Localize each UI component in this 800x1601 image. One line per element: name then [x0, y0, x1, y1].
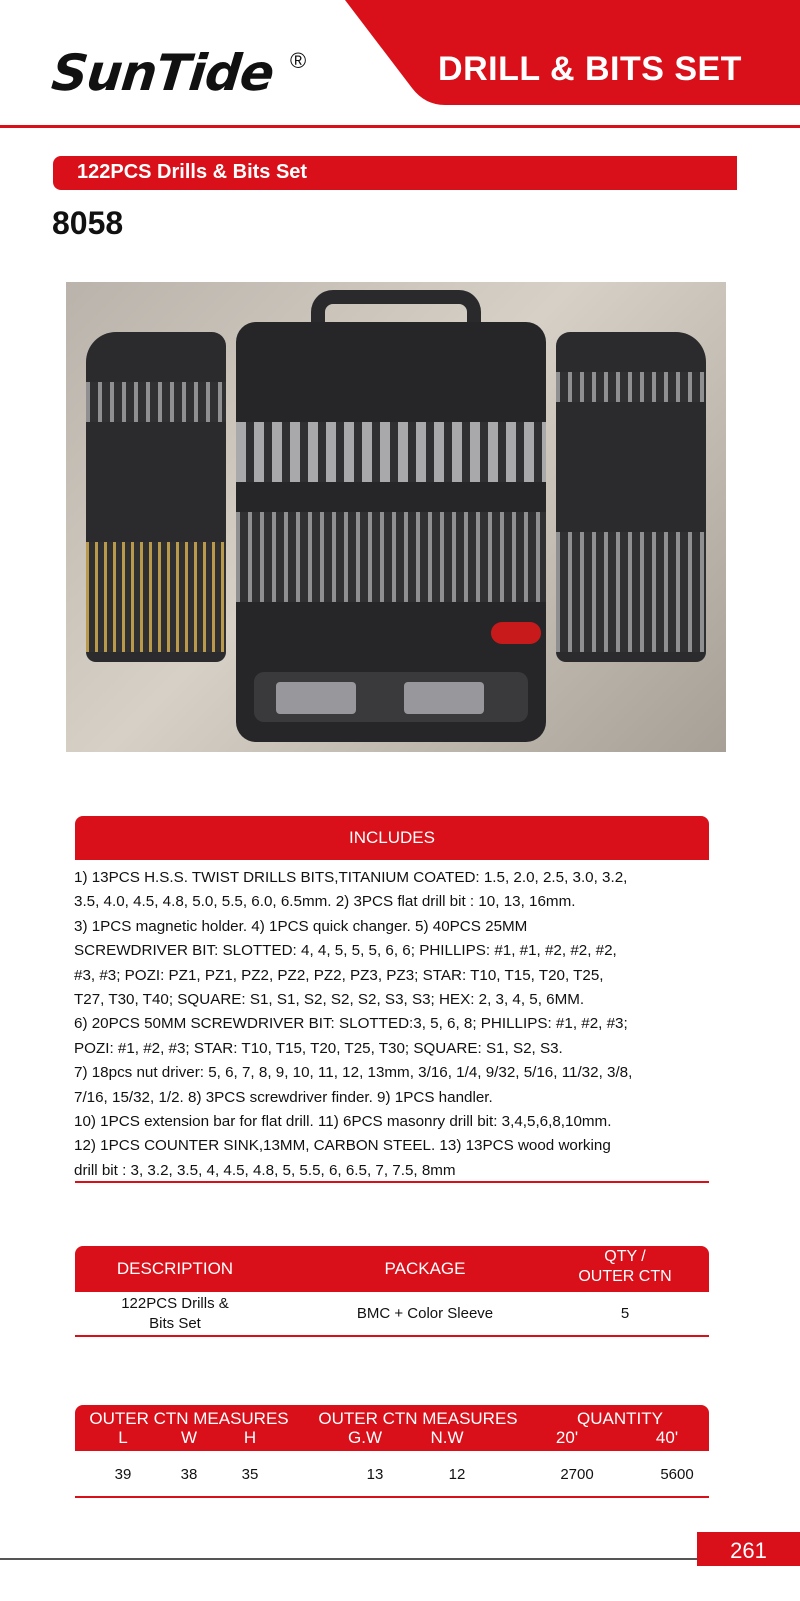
cell-length: 39: [114, 1466, 132, 1483]
package-table-header: [75, 1246, 709, 1292]
cell-qty-40ft: 5600: [660, 1466, 694, 1483]
col-header-weights: OUTER CTN MEASURES: [318, 1409, 518, 1428]
catalog-section-title: DRILL & BITS SET: [438, 50, 742, 88]
col-header-package: PACKAGE: [384, 1259, 466, 1278]
cell-net-weight: 12: [448, 1466, 466, 1483]
includes-line: 6) 20PCS 50MM SCREWDRIVER BIT: SLOTTED:3, 5, 6, 8; PHILLIPS: #1, #2, #3;: [74, 1015, 628, 1033]
includes-line: 1) 13PCS H.S.S. TWIST DRILLS BITS,TITANIUM COATED: 1.5, 2.0, 2.5, 3.0, 3.2,: [74, 869, 628, 886]
cell-package: BMC + Color Sleeve: [356, 1305, 494, 1322]
package-table-rule: [75, 1335, 709, 1337]
col-header-h: H: [243, 1428, 257, 1447]
includes-header: [75, 816, 709, 860]
col-header-nw: N.W: [430, 1428, 464, 1447]
cell-qty: 5: [620, 1305, 630, 1322]
includes-line: #3, #3; POZI: PZ1, PZ1, PZ2, PZ2, PZ2, PZ3, PZ3; STAR: T10, T15, T20, T25,: [74, 966, 604, 984]
includes-line: 3) 1PCS magnetic holder. 4) 1PCS quick changer. 5) 40PCS 25MM: [74, 917, 528, 935]
page-header: [0, 0, 800, 130]
includes-line: 7) 18pcs nut driver: 5, 6, 7, 8, 9, 10, 11, 12, 13mm, 3/16, 1/4, 9/32, 5/16, 11/32, 3/8,: [74, 1064, 633, 1082]
cell-qty-20ft: 2700: [560, 1466, 594, 1483]
includes-line: 3.5, 4.0, 4.5, 4.8, 5.0, 5.5, 6.0, 6.5mm. 2) 3PCS flat drill bit : 10, 13, 16mm.: [74, 893, 576, 911]
includes-line: POZI: #1, #2, #3; STAR: T10, T15, T20, T25, T30; SQUARE: S1, S2, S3.: [74, 1039, 563, 1057]
product-model-number: 8058: [52, 205, 124, 241]
cell-gross-weight: 13: [366, 1466, 384, 1483]
col-header-l: L: [118, 1428, 128, 1447]
case-left-panel: [86, 332, 226, 662]
col-header-gw: G.W: [348, 1428, 382, 1447]
brand-logo: SunTide: [48, 44, 277, 102]
product-photo: [66, 282, 726, 752]
registered-mark: ®: [290, 48, 307, 73]
col-header-dimensions: OUTER CTN MEASURES: [89, 1409, 289, 1428]
col-header-w: W: [180, 1428, 198, 1447]
cell-description-line2: Bits Set: [149, 1315, 201, 1332]
page-number-box: [697, 1532, 800, 1566]
product-name-bar: [53, 156, 737, 190]
carton-table-header: [75, 1405, 709, 1451]
includes-line: drill bit : 3, 3.2, 3.5, 4, 4.5, 4.8, 5, 5.5, 6, 6.5, 7, 7.5, 8mm: [74, 1161, 456, 1179]
includes-rule: [75, 1181, 709, 1183]
cell-height: 35: [241, 1466, 259, 1483]
cell-description-line1: 122PCS Drills &: [121, 1295, 229, 1312]
col-header-40ft: 40': [655, 1428, 679, 1447]
col-header-description: DESCRIPTION: [116, 1259, 234, 1278]
includes-title: INCLUDES: [349, 828, 435, 847]
includes-line: T27, T30, T40; SQUARE: S1, S1, S2, S2, S2, S3, S3; HEX: 2, 3, 4, 5, 6MM.: [74, 991, 585, 1009]
header-rule: [0, 125, 800, 128]
col-header-20ft: 20': [555, 1428, 579, 1447]
storage-tray: [254, 672, 528, 722]
includes-line: 7/16, 15/32, 1/2. 8) 3PCS screwdriver finder. 9) 1PCS handler.: [74, 1088, 493, 1106]
case-right-panel: [556, 332, 706, 662]
carton-table-rule: [75, 1496, 709, 1498]
page-number: 261: [730, 1538, 767, 1563]
cell-width: 38: [180, 1466, 198, 1483]
col-header-quantity: QUANTITY: [577, 1409, 663, 1428]
footer-rule: [0, 1558, 697, 1560]
includes-line: 12) 1PCS COUNTER SINK,13MM, CARBON STEEL. 13) 13PCS wood working: [74, 1137, 611, 1155]
screwdriver-handle: [491, 622, 541, 644]
col-header-qty-line2: OUTER CTN: [578, 1268, 672, 1285]
includes-line: SCREWDRIVER BIT: SLOTTED: 4, 4, 5, 5, 5, 6, 6; PHILLIPS: #1, #1, #2, #2, #2,: [74, 942, 617, 960]
includes-list: [74, 866, 714, 1183]
product-name: 122PCS Drills & Bits Set: [77, 161, 308, 183]
col-header-qty-line1: QTY /: [604, 1248, 646, 1265]
case-center-panel: [236, 322, 546, 742]
includes-line: 10) 1PCS extension bar for flat drill. 11) 6PCS masonry drill bit: 3,4,5,6,8,10mm.: [74, 1113, 612, 1131]
